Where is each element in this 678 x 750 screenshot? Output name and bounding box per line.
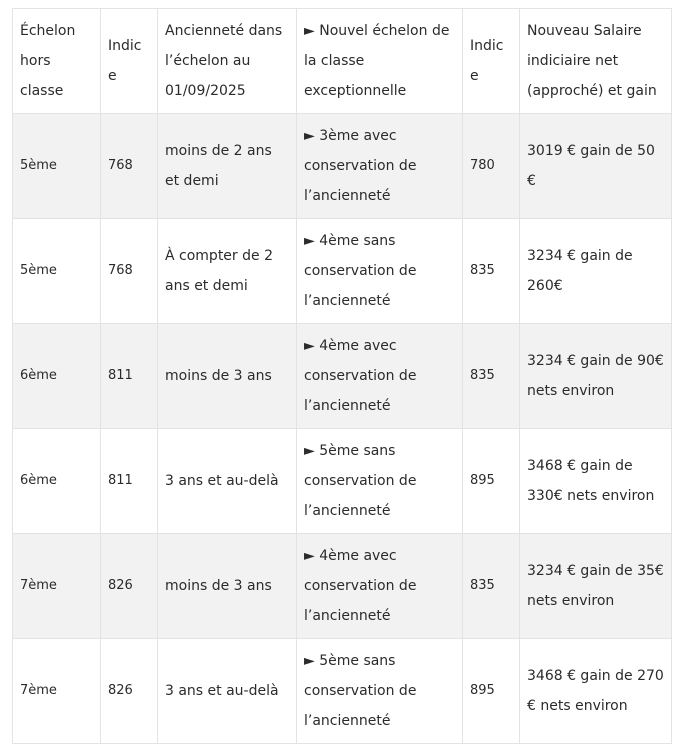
cell-indice: 826 xyxy=(101,534,158,639)
cell-echelon: 5ème xyxy=(13,114,101,219)
header-echelon-hors-classe: Échelon hors classe xyxy=(13,9,101,114)
cell-nouvel-indice: 835 xyxy=(463,324,520,429)
cell-indice: 826 xyxy=(101,639,158,744)
cell-anciennete: moins de 3 ans xyxy=(158,534,297,639)
cell-nouvel-indice: 895 xyxy=(463,429,520,534)
header-nouvel-echelon: ► Nouvel échelon de la classe exceptionnelle xyxy=(297,9,463,114)
header-indice: Indice xyxy=(101,9,158,114)
cell-nouvel-echelon: ► 4ème avec conservation de l’ancienneté xyxy=(297,324,463,429)
table-row xyxy=(13,429,672,534)
cell-anciennete: À compter de 2 ans et demi xyxy=(158,219,297,324)
table-row xyxy=(13,114,672,219)
cell-nouvel-echelon: ► 5ème sans conservation de l’ancienneté xyxy=(297,639,463,744)
cell-salaire-gain: 3234 € gain de 260€ xyxy=(520,219,672,324)
header-nouvel-indice: Indice xyxy=(463,9,520,114)
cell-indice: 811 xyxy=(101,429,158,534)
cell-nouvel-indice: 835 xyxy=(463,219,520,324)
cell-echelon: 5ème xyxy=(13,219,101,324)
table-row xyxy=(13,639,672,744)
table-row xyxy=(13,324,672,429)
cell-anciennete: moins de 3 ans xyxy=(158,324,297,429)
table-row xyxy=(13,534,672,639)
cell-anciennete: 3 ans et au-delà xyxy=(158,429,297,534)
cell-salaire-gain: 3234 € gain de 35€ nets environ xyxy=(520,534,672,639)
cell-echelon: 7ème xyxy=(13,639,101,744)
cell-nouvel-echelon: ► 4ème sans conservation de l’ancienneté xyxy=(297,219,463,324)
cell-nouvel-indice: 895 xyxy=(463,639,520,744)
header-row xyxy=(13,9,672,114)
echelon-salary-table xyxy=(12,8,672,744)
cell-anciennete: 3 ans et au-delà xyxy=(158,639,297,744)
cell-nouvel-echelon: ► 4ème avec conservation de l’ancienneté xyxy=(297,534,463,639)
cell-nouvel-echelon: ► 5ème sans conservation de l’ancienneté xyxy=(297,429,463,534)
table-body xyxy=(13,114,672,744)
cell-salaire-gain: 3468 € gain de 330€ nets environ xyxy=(520,429,672,534)
cell-echelon: 7ème xyxy=(13,534,101,639)
cell-indice: 811 xyxy=(101,324,158,429)
cell-indice: 768 xyxy=(101,114,158,219)
header-anciennete: Ancienneté dans l’échelon au 01/09/2025 xyxy=(158,9,297,114)
cell-indice: 768 xyxy=(101,219,158,324)
cell-salaire-gain: 3234 € gain de 90€ nets environ xyxy=(520,324,672,429)
cell-nouvel-indice: 835 xyxy=(463,534,520,639)
cell-echelon: 6ème xyxy=(13,324,101,429)
cell-salaire-gain: 3019 € gain de 50 € xyxy=(520,114,672,219)
cell-echelon: 6ème xyxy=(13,429,101,534)
cell-nouvel-indice: 780 xyxy=(463,114,520,219)
cell-anciennete: moins de 2 ans et demi xyxy=(158,114,297,219)
table-header xyxy=(13,9,672,114)
header-nouveau-salaire: Nouveau Salaire indiciaire net (approché) et gain xyxy=(520,9,672,114)
salary-table-container xyxy=(12,8,672,744)
table-row xyxy=(13,219,672,324)
cell-salaire-gain: 3468 € gain de 270 € nets environ xyxy=(520,639,672,744)
cell-nouvel-echelon: ► 3ème avec conservation de l’ancienneté xyxy=(297,114,463,219)
